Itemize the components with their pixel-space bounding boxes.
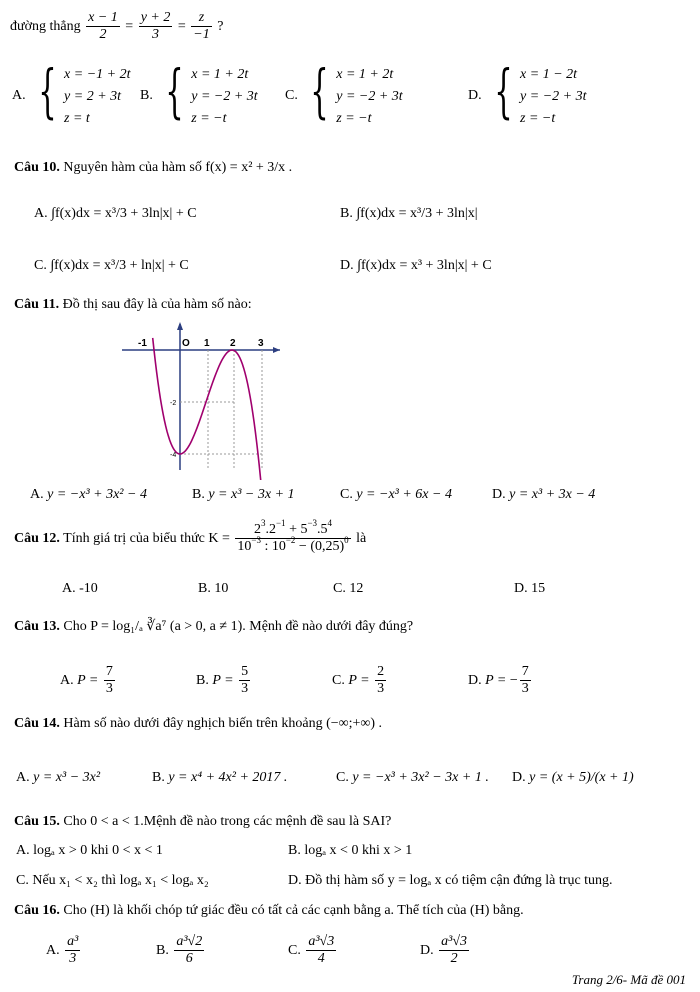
q9-option-b[interactable]: B. { x = 1 + 2t y = −2 + 3t z = −t — [140, 57, 258, 126]
q15-option-d[interactable]: D. Đồ thị hàm số y = logₐ x có tiệm cận đứng là trục tung. — [288, 873, 613, 888]
y-tick-label: -2 — [170, 400, 177, 407]
q11-option-a[interactable]: A. y = −x³ + 3x² − 4 — [30, 487, 147, 502]
question-text: Cho 0 < a < 1.Mệnh đề nào trong các mệnh đề sau là SAI? — [63, 814, 392, 829]
question-text: Tính giá trị của biểu thức K = — [63, 530, 230, 546]
q14-stem — [14, 716, 382, 732]
q12-stem: Câu 12. Tính giá trị của biểu thức K = $\frac{2^3.2^{-1} + 5^{-3}.5^4}{10^{-3} : 10^{-2} - (0,25)^0}$ là — [14, 518, 367, 555]
expression-k: $\frac{2^3.2^{-1} + 5^{-3}.5^4}{10^{-3} : 10^{-2} - (0,25)^0}$ — [237, 518, 349, 555]
q16-option-b[interactable]: B. $\frac{\text{a³√2}}{6}$ — [156, 934, 203, 967]
question-label: Câu 10. — [14, 160, 60, 175]
question-text: Hàm số nào dưới đây nghịch biến trên khoảng (−∞;+∞) . — [63, 716, 383, 731]
q13-option-c[interactable]: C. P = $\frac{2}{3}$ — [332, 664, 385, 697]
q12-option-b[interactable]: B. 10 — [198, 581, 229, 596]
q16-option-a[interactable]: A. $\frac{\text{a³}}{3}$ — [46, 934, 79, 967]
q15-option-c[interactable]: C. Nếu x₁ < x₂ thì logₐ x₁ < logₐ x₂ — [16, 873, 209, 888]
question-label: Câu 16. — [14, 903, 60, 918]
q11-stem — [14, 297, 252, 313]
question-text: Cho (H) là khối chóp tứ giác đều có tất cả các cạnh bằng a. Thể tích của (H) bằng. — [63, 903, 524, 918]
q13-stem — [14, 618, 413, 635]
q9-option-a[interactable]: A. { x = −1 + 2t y = 2 + 3t z = t — [12, 57, 131, 126]
q15-stem — [14, 814, 391, 830]
x-tick-label: 2 — [230, 338, 236, 349]
q13-option-d[interactable]: D. P = − $\frac{7}{3}$ — [468, 664, 529, 697]
q10-option-a[interactable]: A. ∫f(x)dx = x³/3 + 3ln|x| + C — [34, 206, 197, 221]
page-footer: Trang 2/6- Mã đề 001 — [571, 972, 686, 987]
q10-option-c[interactable]: C. ∫f(x)dx = x³/3 + ln|x| + C — [34, 258, 189, 273]
fraction: $\frac{y + 2}{3}$ — [140, 10, 171, 43]
q16-stem — [14, 903, 524, 919]
question-label: Câu 13. — [14, 619, 60, 634]
x-tick-label: 1 — [204, 338, 210, 349]
q14-option-a[interactable]: A. y = x³ − 3x² — [16, 770, 101, 785]
q11-graph — [118, 320, 283, 480]
q15-option-b[interactable]: B. logₐ x < 0 khi x > 1 — [288, 843, 413, 858]
q12-option-c[interactable]: C. 12 — [333, 581, 364, 596]
x-axis-arrow-icon — [273, 347, 280, 353]
question-label: Câu 14. — [14, 716, 60, 731]
y-tick-label: -4 — [170, 452, 177, 459]
q11-option-c[interactable]: C. y = −x³ + 6x − 4 — [340, 487, 452, 502]
q10-option-d[interactable]: D. ∫f(x)dx = x³ + 3ln|x| + C — [340, 258, 492, 273]
x-tick-label: O — [182, 338, 190, 349]
x-tick-label: 3 — [258, 338, 264, 349]
q14-option-d[interactable]: D. y = (x + 5)/(x + 1) — [512, 770, 634, 785]
q16-option-c[interactable]: C. $\frac{\text{a³√3}}{4}$ — [288, 934, 335, 967]
q11-option-b[interactable]: B. y = x³ − 3x + 1 — [192, 487, 295, 502]
q14-option-c[interactable]: C. y = −x³ + 3x² − 3x + 1 . — [336, 770, 489, 785]
question-text: Đồ thị sau đây là của hàm số nào: — [62, 297, 252, 312]
y-axis-arrow-icon — [177, 322, 183, 330]
q11-option-d[interactable]: D. y = x³ + 3x − 4 — [492, 487, 596, 502]
q12-option-a[interactable]: A. -10 — [62, 581, 98, 596]
q10-option-b[interactable]: B. ∫f(x)dx = x³/3 + 3ln|x| — [340, 206, 478, 221]
fraction: $\frac{x - 1}{2}$ — [88, 10, 118, 43]
question-text: Cho P = log₁/ₐ ∛a⁷ (a > 0, a ≠ 1). Mệnh đề nào dưới đây đúng? — [63, 619, 414, 634]
question-text: Nguyên hàm của hàm số f(x) = x² + 3/x . — [63, 160, 293, 175]
q12-option-d[interactable]: D. 15 — [514, 581, 546, 596]
q10-stem — [14, 160, 292, 176]
x-tick-label: -1 — [138, 338, 147, 349]
question-label: Câu 11. — [14, 297, 60, 312]
q14-option-b[interactable]: B. y = x⁴ + 4x² + 2017 . — [152, 770, 288, 785]
q13-option-a[interactable]: A. P = $\frac{7}{3}$ — [60, 664, 113, 697]
q9-option-d[interactable]: D. { x = 1 − 2t y = −2 + 3t z = −t — [468, 57, 587, 126]
fraction: $\frac{z}{-1}$ — [193, 10, 210, 43]
q9-tail-prefix: đường thẳng — [10, 18, 81, 34]
q13-option-b[interactable]: B. P = $\frac{5}{3}$ — [196, 664, 249, 697]
q9-tail-line: đường thẳng $\frac{x - 1}{2}$ = $\frac{y + 2}{3}$ = $\frac{z}{-1}$ ? — [10, 10, 224, 43]
question-label: Câu 12. — [14, 530, 60, 546]
q15-option-a[interactable]: A. logₐ x > 0 khi 0 < x < 1 — [16, 843, 163, 858]
q16-option-d[interactable]: D. $\frac{\text{a³√3}}{2}$ — [420, 934, 468, 967]
q9-option-c[interactable]: C. { x = 1 + 2t y = −2 + 3t z = −t — [285, 57, 403, 126]
question-label: Câu 15. — [14, 814, 60, 829]
